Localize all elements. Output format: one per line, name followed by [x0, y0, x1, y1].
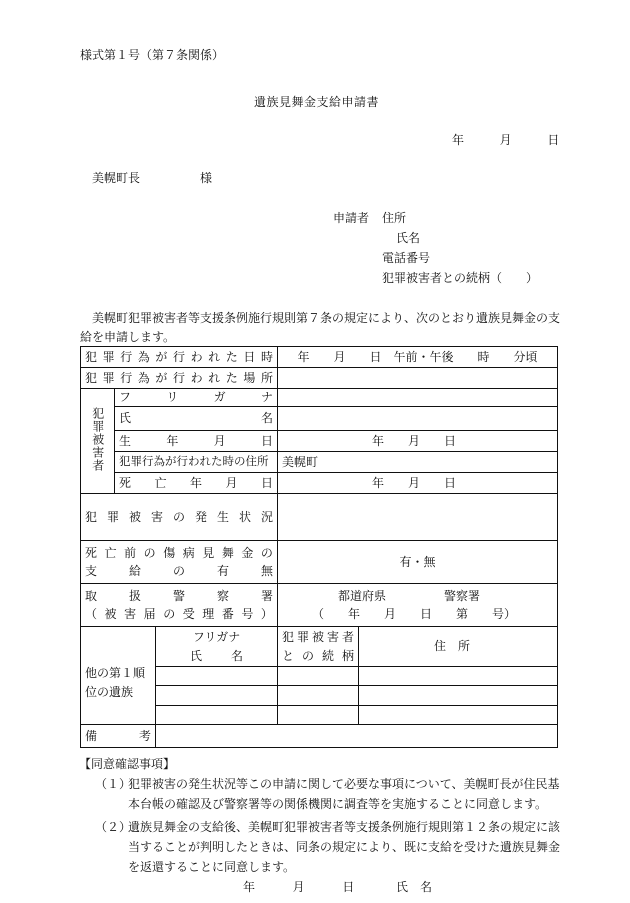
consent-item2-line2: 当することが判明したときは、同条の規定により、既に支給を受けた遺族見舞金: [128, 840, 561, 854]
heirs-name-field[interactable]: [156, 706, 278, 725]
consent-item2-number: （２）: [95, 820, 132, 834]
signature-name-label: 氏名: [396, 880, 445, 894]
victim-name-label: 氏 名: [119, 411, 274, 426]
police-field[interactable]: [278, 584, 558, 627]
signature-day: 日: [342, 880, 355, 894]
intro-paragraph: 美幌町犯罪被害者等支援条例施行規則第７条の規定により、次のとおり遺族見舞金の支給を申請します。: [80, 311, 561, 344]
prior-payment-field[interactable]: 有・無: [278, 541, 558, 584]
heirs-col-name-cell: [156, 627, 278, 667]
heirs-col-relation-cell: [278, 627, 359, 667]
crime-place-field[interactable]: [278, 368, 558, 389]
prior-payment-label-cell: [81, 541, 278, 584]
heirs-col-address: 住所: [434, 639, 483, 654]
victim-name-label-cell: [115, 407, 278, 431]
damage-status-label: 犯 罪 被 害 の 発 生 状 況: [85, 509, 274, 524]
victim-birth-label-cell: [115, 431, 278, 452]
row-damage-status: [81, 494, 558, 541]
applicant-address: 住所: [382, 211, 407, 225]
form-number: 様式第１号（第７条関係）: [80, 48, 225, 62]
date-line: [452, 133, 559, 147]
remarks-field[interactable]: [156, 725, 558, 748]
heirs-name-field[interactable]: [156, 667, 278, 686]
victim-death-label-cell: [115, 473, 278, 494]
victim-furigana-field[interactable]: [278, 389, 558, 407]
row-crime-datetime: [81, 347, 558, 368]
applicant-relation: 犯罪被害者との続柄（ ）: [382, 271, 539, 285]
heirs-relation-field[interactable]: [278, 706, 359, 725]
remarks-label: 備 考: [85, 728, 151, 743]
row-victim-furigana: [81, 389, 558, 407]
date-day: 日: [547, 133, 560, 147]
heirs-address-field[interactable]: [359, 686, 558, 706]
victim-address-label: 犯罪行為が行われた時の住所: [115, 452, 278, 473]
heirs-address-field[interactable]: [359, 667, 558, 686]
addressee-name: 美幌町長: [92, 171, 141, 185]
crime-datetime-label: 犯 罪 行 為 が 行 わ れ た 日 時: [85, 349, 273, 364]
heirs-col-address-cell: [359, 627, 558, 667]
victim-birth-field[interactable]: 年 月 日: [278, 431, 558, 452]
police-station: 警察署: [444, 588, 481, 603]
heirs-col-name: 氏 名: [190, 648, 244, 663]
victim-name-field[interactable]: [278, 407, 558, 431]
consent-item2-line3: を返還することに同意します。: [128, 860, 296, 874]
heirs-col-relation-2: と の 続 柄: [282, 648, 354, 663]
row-victim-address: [81, 452, 558, 473]
row-victim-death: [81, 473, 558, 494]
police-label-cell: [81, 584, 278, 627]
addressee-honorific: 様: [200, 171, 213, 185]
row-heirs-header: [81, 627, 558, 667]
police-station-line: [282, 589, 553, 603]
row-victim-birth: [81, 431, 558, 452]
consent-item1-line1: 犯罪被害の発生状況等この申請に関して必要な事項について、美幌町長が住民基: [128, 777, 560, 791]
row-prior-payment: [81, 541, 558, 584]
police-label-2: （ 被 害 届 の 受 理 番 号 ）: [85, 607, 273, 621]
victim-death-label: 死 亡 年 月 日: [119, 475, 274, 490]
page-title: 遺族見舞金支給申請書: [254, 95, 380, 109]
police-receipt-number: （ 年 月 日 第 号）: [312, 607, 517, 621]
consent-item2-line1: 遺族見舞金の支給後、美幌町犯罪被害者等支援条例施行規則第１２条の規定に該: [128, 820, 561, 834]
crime-place-label: 犯 罪 行 為 が 行 わ れ た 場 所: [85, 370, 273, 385]
consent-item1-number: （１）: [95, 777, 132, 791]
victim-group-label: 犯罪被害者: [90, 406, 105, 472]
applicant-label: 申請者: [333, 211, 370, 225]
row-victim-name: [81, 407, 558, 431]
victim-furigana-label-cell: [115, 389, 278, 407]
applicant-name: 氏名: [396, 231, 421, 245]
remarks-label-cell: [81, 725, 156, 748]
row-crime-place: [81, 368, 558, 389]
heirs-col-relation-1: 犯 罪 被 害 者: [282, 630, 354, 645]
crime-datetime-label-cell: [81, 347, 278, 368]
victim-address-field[interactable]: 美幌町: [278, 452, 558, 473]
prior-payment-label-2: 支 給 の 有 無: [85, 564, 274, 578]
application-table: [80, 346, 558, 748]
heirs-group-label-2: 位の遺族: [85, 684, 134, 699]
police-label-1: 取 扱 警 察 署: [85, 588, 274, 603]
heirs-col-furigana: フリガナ: [192, 630, 241, 645]
date-month: 月: [499, 133, 512, 147]
victim-death-field[interactable]: 年 月 日: [278, 473, 558, 494]
victim-group-cell: [81, 389, 115, 494]
heirs-group-cell: [81, 627, 156, 725]
signature-year: 年: [243, 880, 256, 894]
crime-datetime-field[interactable]: 年 月 日 午前・午後 時 分頃: [278, 347, 558, 368]
consent-item1-line2: 本台帳の確認及び警察署等の関係機関に調査等を実施することに同意します。: [128, 797, 548, 811]
prior-payment-label-1: 死 亡 前 の 傷 病 見 舞 金 の: [85, 545, 273, 560]
victim-furigana-label: フ リ ガ ナ: [119, 390, 273, 405]
heirs-relation-field[interactable]: [278, 686, 359, 706]
crime-place-label-cell: [81, 368, 278, 389]
row-remarks: [81, 725, 558, 748]
consent-heading: 【同意確認事項】: [79, 757, 176, 771]
damage-status-label-cell: [81, 494, 278, 541]
heirs-name-field[interactable]: [156, 686, 278, 706]
victim-birth-label: 生 年 月 日: [119, 433, 273, 448]
heirs-relation-field[interactable]: [278, 667, 359, 686]
damage-status-field[interactable]: [278, 494, 558, 541]
date-year: 年: [452, 133, 465, 147]
row-police: [81, 584, 558, 627]
applicant-phone: 電話番号: [382, 251, 431, 265]
signature-line: [243, 880, 444, 894]
heirs-group-label-1: 他の第１順: [85, 666, 146, 681]
heirs-address-field[interactable]: [359, 706, 558, 725]
signature-month: 月: [292, 880, 305, 894]
police-prefecture: 都道府県: [338, 588, 387, 603]
